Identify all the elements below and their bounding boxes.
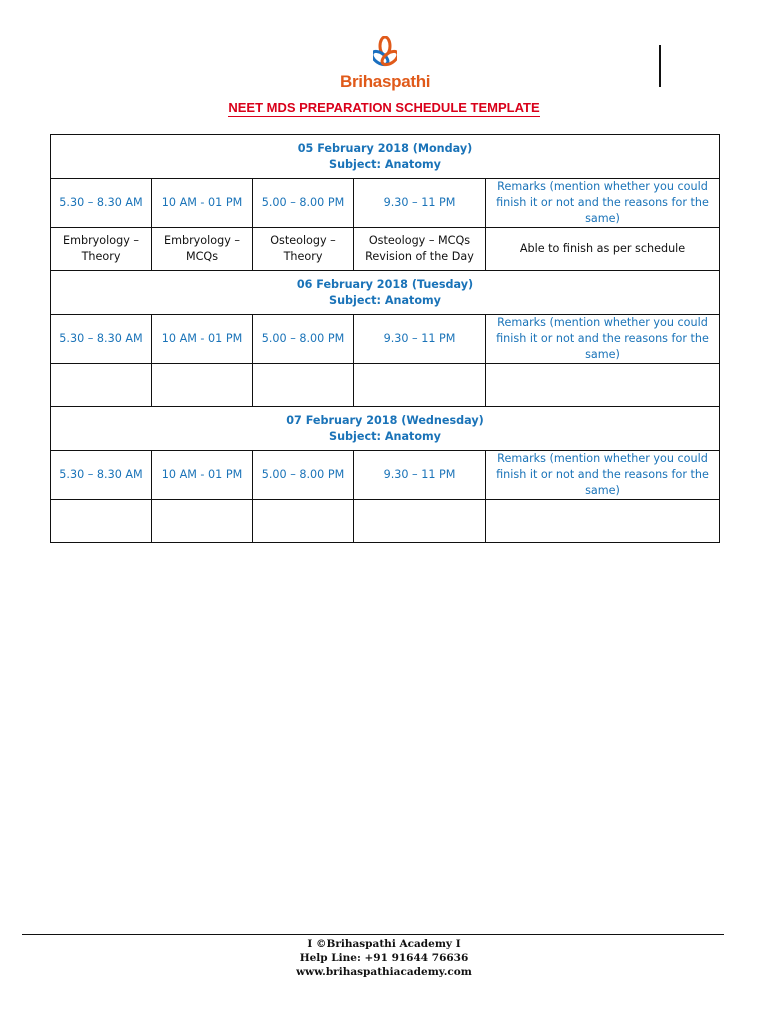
- vertical-divider: [659, 45, 661, 87]
- remarks-header: Remarks (mention whether you could finish it or not and the reasons for the same): [486, 315, 720, 364]
- day-date: 07 February 2018 (Wednesday): [286, 413, 484, 427]
- topic-cell[interactable]: [152, 364, 253, 407]
- footer-copyright: I ©Brihaspathi Academy I: [307, 938, 461, 950]
- time-slot: 10 AM - 01 PM: [152, 179, 253, 228]
- day-header: [51, 271, 720, 315]
- remarks-header: Remarks (mention whether you could finish it or not and the reasons for the same): [486, 451, 720, 500]
- topic-cell[interactable]: [51, 364, 152, 407]
- topic-cell[interactable]: [253, 500, 354, 543]
- topic-cell[interactable]: Embryology – Theory: [51, 228, 152, 271]
- time-slot: 5.30 – 8.30 AM: [51, 179, 152, 228]
- schedule-table: [50, 134, 720, 543]
- topic-cell[interactable]: [51, 500, 152, 543]
- footer: [0, 937, 768, 979]
- day-header: [51, 135, 720, 179]
- brand-name: Brihaspathi: [340, 72, 431, 91]
- time-slot: 9.30 – 11 PM: [354, 315, 486, 364]
- remarks-header: Remarks (mention whether you could finish it or not and the reasons for the same): [486, 179, 720, 228]
- time-slot: 5.00 – 8.00 PM: [253, 451, 354, 500]
- time-slot: 5.00 – 8.00 PM: [253, 315, 354, 364]
- remark-cell[interactable]: [486, 500, 720, 543]
- footer-website: www.brihaspathiacademy.com: [296, 966, 472, 978]
- brand-logo: [340, 36, 430, 94]
- time-slot: 10 AM - 01 PM: [152, 451, 253, 500]
- page-title: NEET MDS PREPARATION SCHEDULE TEMPLATE: [228, 100, 540, 115]
- time-slot: 9.30 – 11 PM: [354, 179, 486, 228]
- day-subject: Subject: Anatomy: [329, 157, 441, 171]
- topic-cell[interactable]: Embryology – MCQs: [152, 228, 253, 271]
- topic-cell[interactable]: [253, 364, 354, 407]
- time-slot: 10 AM - 01 PM: [152, 315, 253, 364]
- topic-cell[interactable]: Osteology – Theory: [253, 228, 354, 271]
- footer-helpline: Help Line: +91 91644 76636: [299, 952, 469, 964]
- footer-divider: [22, 934, 724, 935]
- topic-cell[interactable]: Osteology – MCQs Revision of the Day: [354, 228, 486, 271]
- topic-cell[interactable]: [354, 364, 486, 407]
- brand-logo-icon: [373, 36, 397, 72]
- topic-cell[interactable]: [152, 500, 253, 543]
- time-slot: 5.00 – 8.00 PM: [253, 179, 354, 228]
- time-slot: 9.30 – 11 PM: [354, 451, 486, 500]
- topic-cell[interactable]: [354, 500, 486, 543]
- time-slot: 5.30 – 8.30 AM: [51, 315, 152, 364]
- time-slot: 5.30 – 8.30 AM: [51, 451, 152, 500]
- day-subject: Subject: Anatomy: [329, 429, 441, 443]
- day-date: 05 February 2018 (Monday): [297, 141, 473, 155]
- remark-cell[interactable]: Able to finish as per schedule: [486, 228, 720, 271]
- day-date: 06 February 2018 (Tuesday): [296, 277, 474, 291]
- remark-cell[interactable]: [486, 364, 720, 407]
- day-subject: Subject: Anatomy: [329, 293, 441, 307]
- day-header: [51, 407, 720, 451]
